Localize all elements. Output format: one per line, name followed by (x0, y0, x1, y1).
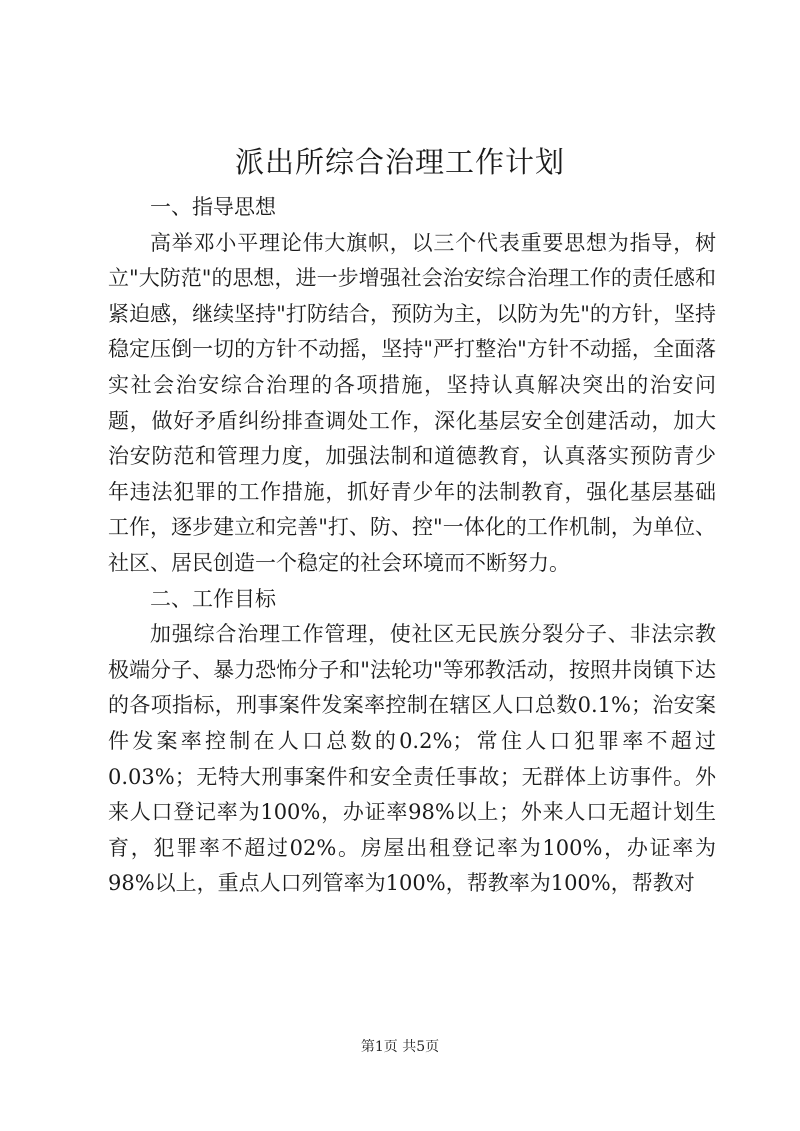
section-heading-work-goals: 二、工作目标 (150, 586, 276, 611)
paragraph-guiding-ideology: 高举邓小平理论伟大旗帜，以三个代表重要思想为指导，树立"大防范"的思想，进一步增强社会治安综合治理工作的责任感和紧迫感，继续坚持"打防结合，预防为主，以防为先"的方针，坚持稳定压倒一切的方针不动摇，坚持"严打整治"方针不动摇，全面落实社会治安综合治理的各项措施，坚持认真解决突出的治安问题，做好矛盾纠纷排查调处工作，深化基层安全创建活动，加大治安防范和管理力度，加强法制和道德教育，认真落实预防青少年违法犯罪的工作措施，抓好青少年的法制教育，强化基层基础工作，逐步建立和完善"打、防、控"一体化的工作机制，为单位、社区、居民创造一个稳定的社会环境而不断努力。 (108, 230, 716, 575)
paragraph-work-goals: 加强综合治理工作管理，使社区无民族分裂分子、非法宗教极端分子、暴力恐怖分子和"法轮功"等邪教活动，按照井岗镇下达的各项指标，刑事案件发案率控制在辖区人口总数0.1%；治安案件发案率控制在人口总数的0.2%；常住人口犯罪率不超过0.03%；无特大刑事案件和安全责任事故；无群体上访事件。外来人口登记率为100%，办证率98%以上；外来人口无超计划生育，犯罪率不超过02%。房屋出租登记率为100%，办证率为98%以上，重点人口列管率为100%，帮教率为100%，帮教对 (108, 622, 716, 896)
document-title: 派出所综合治理工作计划 (234, 145, 565, 179)
page-footer: 第1页 共5页 (360, 1039, 440, 1055)
section-heading-guiding-ideology: 一、指导思想 (150, 195, 276, 219)
document-body (108, 190, 716, 902)
